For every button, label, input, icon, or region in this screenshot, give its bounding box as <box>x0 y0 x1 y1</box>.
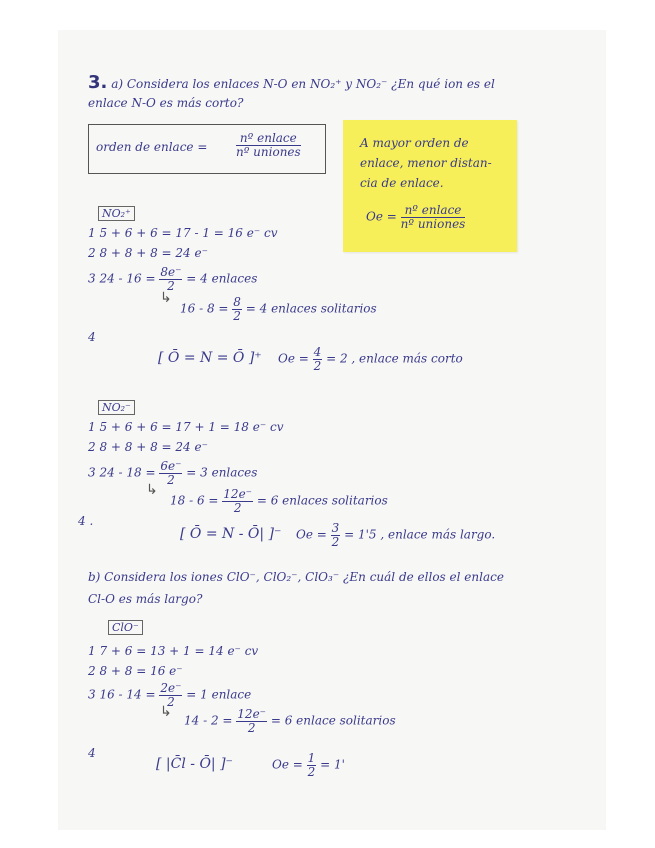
sticky-oe-label: Oe = <box>366 209 397 224</box>
no2-plus-step3-denominator: 2 <box>167 278 175 293</box>
question-line-2: enlace N-O es más corto? <box>88 96 244 110</box>
question-number: 3. <box>88 72 108 93</box>
clo-minus-step3-denominator: 2 <box>167 694 175 709</box>
no2-plus-oe-numerator: 4 <box>313 345 322 359</box>
no2-minus-step3b-result: = 6 enlaces solitarios <box>256 493 388 508</box>
clo-minus-step3-text: 3 16 - 14 = <box>88 687 156 702</box>
formula-denominator: nº uniones <box>236 144 301 159</box>
no2-minus-step3-text: 3 24 - 18 = <box>88 465 156 480</box>
sticky-line-3: cia de enlace. <box>360 176 444 190</box>
no2-minus-arrow-icon: ↳ <box>146 482 158 498</box>
sticky-line-1: A mayor orden de <box>360 136 469 150</box>
clo-minus-oe <box>272 752 345 778</box>
sticky-line-2: enlace, menor distan- <box>360 156 492 170</box>
no2-minus-step3 <box>88 460 257 486</box>
clo-minus-step3b-numerator: 12e⁻ <box>237 707 267 721</box>
clo-minus-step3-numerator: 2e⁻ <box>160 681 182 695</box>
no2-minus-oe <box>296 522 495 548</box>
no2-plus-oe-denominator: 2 <box>313 358 322 373</box>
clo-minus-oe-denominator: 2 <box>307 764 316 779</box>
question-part-a: a) Considera los enlaces N-O en NO₂⁺ y NO₂⁻ ¿En qué ion es el <box>111 77 495 91</box>
clo-minus-oe-result: = 1' <box>320 757 345 772</box>
clo-minus-step2: 2 8 + 8 = 16 e⁻ <box>88 664 183 678</box>
no2-minus-step3b-text: 18 - 6 = <box>170 493 219 508</box>
no2-plus-step3b-text: 16 - 8 = <box>180 301 229 316</box>
no2-plus-step3-result: = 4 enlaces <box>186 271 258 286</box>
question-line-1 <box>88 72 495 93</box>
clo-minus-arrow-icon: ↳ <box>160 704 172 720</box>
clo-minus-step3b-text: 14 - 2 = <box>184 713 233 728</box>
no2-minus-oe-denominator: 2 <box>331 534 340 549</box>
clo-minus-step3b <box>184 708 396 734</box>
no2-minus-step3-numerator: 6e⁻ <box>160 459 182 473</box>
no2-minus-step4: 4 . <box>78 514 94 528</box>
formula-fraction <box>236 132 301 158</box>
part-b-line-1: b) Considera los iones ClO⁻, ClO₂⁻, ClO₃⁻ ¿En cuál de ellos el enlace <box>88 570 504 584</box>
no2-minus-step2: 2 8 + 8 + 8 = 24 e⁻ <box>88 440 208 454</box>
sticky-oe <box>366 204 465 230</box>
clo-minus-label: ClO⁻ <box>108 620 143 635</box>
no2-plus-label: NO₂⁺ <box>98 206 135 221</box>
no2-plus-step2: 2 8 + 8 + 8 = 24 e⁻ <box>88 246 208 260</box>
no2-minus-step3-denominator: 2 <box>167 472 175 487</box>
no2-minus-step3-result: = 3 enlaces <box>186 465 258 480</box>
no2-minus-step1: 1 5 + 6 + 6 = 17 + 1 = 18 e⁻ cv <box>88 420 284 434</box>
no2-plus-oe <box>278 346 463 372</box>
formula-numerator: nº enlace <box>236 132 301 146</box>
no2-minus-oe-label: Oe = <box>296 527 327 542</box>
no2-minus-step3b-numerator: 12e⁻ <box>223 487 253 501</box>
no2-plus-oe-result: = 2 , enlace más corto <box>326 351 463 366</box>
no2-plus-step3b-numerator: 8 <box>233 295 241 309</box>
clo-minus-step1: 1 7 + 6 = 13 + 1 = 14 e⁻ cv <box>88 644 259 658</box>
no2-minus-structure: [ Ō = N - Ō| ]⁻ <box>180 526 282 542</box>
sticky-oe-denominator: nº uniones <box>400 216 466 231</box>
no2-minus-label: NO₂⁻ <box>98 400 135 415</box>
part-b-line-2: Cl-O es más largo? <box>88 592 203 606</box>
no2-plus-step1: 1 5 + 6 + 6 = 17 - 1 = 16 e⁻ cv <box>88 226 278 240</box>
no2-plus-step3 <box>88 266 257 292</box>
clo-minus-structure: [ |C̄l - Ō| ]⁻ <box>156 756 233 772</box>
no2-minus-step3b <box>170 488 388 514</box>
no2-plus-step3b-denominator: 2 <box>233 308 241 323</box>
clo-minus-step4: 4 <box>88 746 96 760</box>
no2-minus-oe-numerator: 3 <box>331 521 340 535</box>
clo-minus-oe-label: Oe = <box>272 757 303 772</box>
no2-plus-oe-label: Oe = <box>278 351 309 366</box>
clo-minus-step3-result: = 1 enlace <box>186 687 252 702</box>
sticky-oe-numerator: nº enlace <box>401 204 466 218</box>
no2-minus-oe-result: = 1'5 , enlace más largo. <box>344 527 496 542</box>
no2-plus-step4: 4 <box>88 330 96 344</box>
no2-plus-step3-numerator: 8e⁻ <box>160 265 182 279</box>
clo-minus-oe-numerator: 1 <box>307 751 316 765</box>
no2-plus-step3b-result: = 4 enlaces solitarios <box>245 301 377 316</box>
clo-minus-step3b-denominator: 2 <box>247 720 256 735</box>
no2-plus-structure: [ Ō = N = Ō ]⁺ <box>158 350 262 366</box>
formula-left: orden de enlace = <box>96 140 208 154</box>
no2-plus-arrow-icon: ↳ <box>160 290 172 306</box>
clo-minus-step3b-result: = 6 enlace solitarios <box>270 713 396 728</box>
no2-minus-step3b-denominator: 2 <box>233 500 242 515</box>
no2-plus-step3b <box>180 296 377 322</box>
no2-plus-step3-text: 3 24 - 16 = <box>88 271 156 286</box>
